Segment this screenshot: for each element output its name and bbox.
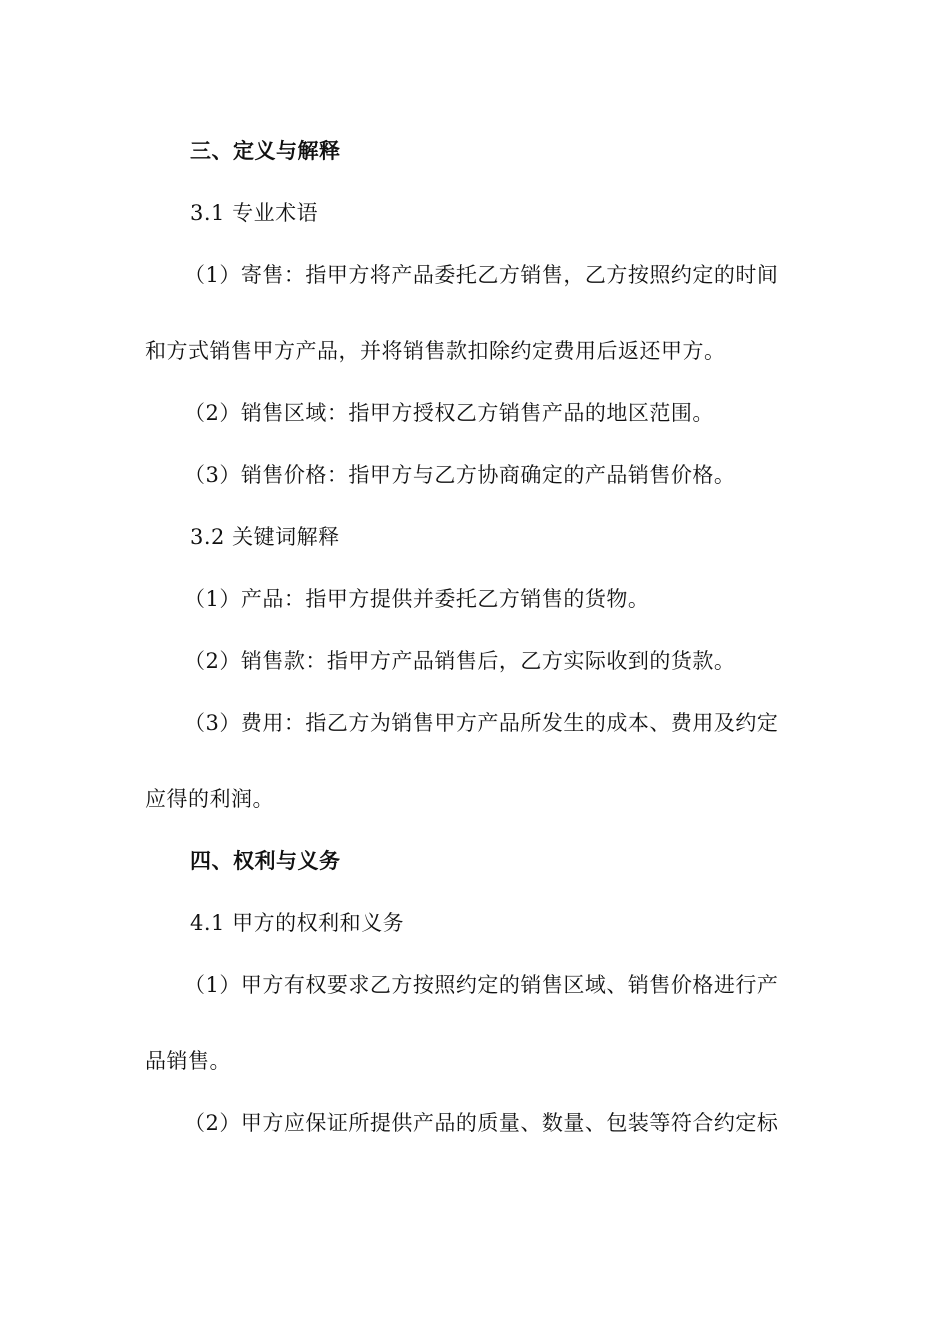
section-heading-3: 三、定义与解释: [190, 138, 341, 163]
paragraph-line: （2）甲方应保证所提供产品的质量、数量、包装等符合约定标: [184, 1111, 779, 1135]
paragraph-line: （1）寄售：指甲方将产品委托乙方销售，乙方按照约定的时间: [184, 263, 779, 287]
section-heading-4: 四、权利与义务: [190, 848, 341, 873]
paragraph-line: （2）销售款：指甲方产品销售后，乙方实际收到的货款。: [184, 649, 736, 673]
subsection-heading-3-1: 3.1 专业术语: [190, 201, 319, 225]
paragraph-line: （3）销售价格：指甲方与乙方协商确定的产品销售价格。: [184, 463, 736, 487]
subsection-heading-4-1: 4.1 甲方的权利和义务: [190, 911, 405, 935]
paragraph-line: （1）甲方有权要求乙方按照约定的销售区域、销售价格进行产: [184, 973, 779, 997]
paragraph-line: 和方式销售甲方产品，并将销售款扣除约定费用后返还甲方。: [145, 339, 726, 363]
subsection-heading-3-2: 3.2 关键词解释: [190, 525, 340, 549]
paragraph-line: 品销售。: [145, 1049, 231, 1073]
paragraph-line: 应得的利润。: [145, 787, 274, 811]
paragraph-line: （2）销售区域：指甲方授权乙方销售产品的地区范围。: [184, 401, 714, 425]
paragraph-line: （1）产品：指甲方提供并委托乙方销售的货物。: [184, 587, 650, 611]
paragraph-line: （3）费用：指乙方为销售甲方产品所发生的成本、费用及约定: [184, 711, 779, 735]
